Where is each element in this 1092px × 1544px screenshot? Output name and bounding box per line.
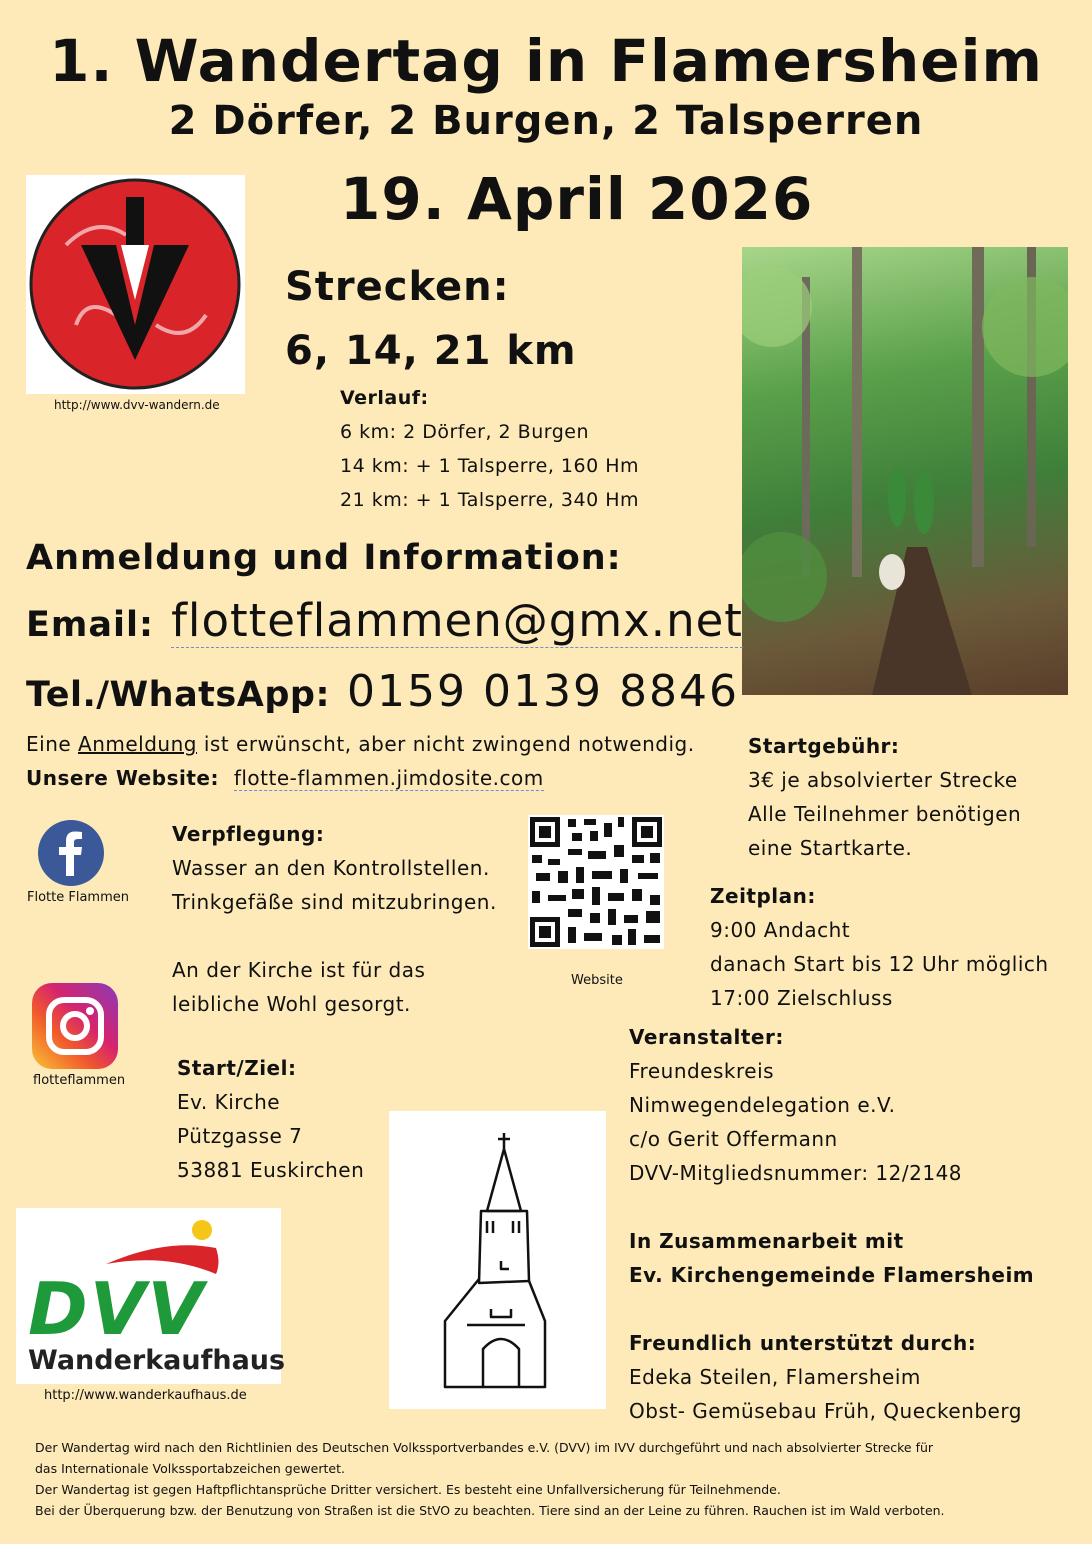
zeitplan-line: 17:00 Zielschluss (710, 986, 893, 1010)
footer-line: Der Wandertag wird nach den Richtlinien des Deutschen Volkssportverbandes e.V. (DVV) im IVV durchgeführt und nach absolvierter Strecke für (35, 1440, 934, 1455)
website-row (26, 761, 544, 795)
website-link[interactable]: flotte-flammen.jimdosite.com (233, 766, 544, 790)
email-label: Email: (26, 605, 154, 645)
verpflegung-line: Trinkgefäße sind mitzubringen. (172, 890, 497, 914)
strecken-distances: 6, 14, 21 km (285, 328, 577, 374)
website-label: Unsere Website: (26, 766, 219, 790)
strecken-label: Strecken: (285, 264, 510, 310)
veranstalter-line: DVV-Mitgliedsnummer: 12/2148 (629, 1161, 963, 1185)
anmeldung-link[interactable]: Anmeldung (78, 732, 197, 756)
verpflegung-line: Wasser an den Kontrollstellen. (172, 856, 490, 880)
phone-label: Tel./WhatsApp: (26, 675, 330, 715)
start-ziel-line: Pützgasse 7 (177, 1124, 303, 1148)
phone-row (26, 666, 739, 717)
startgebuehr-label: Startgebühr: (748, 734, 900, 758)
qr-code[interactable] (528, 815, 664, 949)
ivv-url[interactable]: http://www.dvv-wandern.de (54, 398, 220, 412)
verlauf-line: 6 km: 2 Dörfer, 2 Burgen (340, 421, 590, 443)
instagram-caption: flotteflammen (33, 1073, 126, 1088)
facebook-caption: Flotte Flammen (27, 890, 129, 905)
unterstuetzt-line: Obst- Gemüsebau Früh, Queckenberg (629, 1399, 1022, 1423)
zeitplan-line: danach Start bis 12 Uhr möglich (710, 952, 1049, 976)
startgebuehr-line: eine Startkarte. (748, 836, 913, 860)
note-text: ist erwünscht, aber nicht zwingend notwendig. (196, 732, 695, 756)
qr-code-graphic (528, 815, 664, 949)
ivv-logo (26, 175, 245, 394)
facebook-icon[interactable] (38, 820, 104, 886)
email-row (26, 594, 743, 647)
instagram-camera-glyph (32, 983, 118, 1069)
phone-number[interactable]: 0159 0139 8846 (347, 666, 739, 717)
zusammenarbeit-line: In Zusammenarbeit mit (629, 1229, 904, 1253)
veranstalter-block (629, 1020, 1034, 1428)
page-subtitle: 2 Dörfer, 2 Burgen, 2 Talsperren (168, 98, 924, 144)
start-ziel-line: 53881 Euskirchen (177, 1158, 365, 1182)
contact-heading: Anmeldung und Information: (26, 538, 622, 578)
footer-notes (35, 1437, 945, 1521)
footer-line: Bei der Überquerung bzw. der Benutzung von Straßen ist die StVO zu beachten. Tiere sind an der Leine zu führen. Rauchen ist im Wald verboten. (35, 1503, 945, 1518)
event-date: 19. April 2026 (340, 165, 814, 233)
dvv-sub: Wanderkaufhaus (28, 1345, 286, 1376)
instagram-icon[interactable] (32, 983, 118, 1069)
zeitplan-label: Zeitplan: (710, 884, 816, 908)
dvv-brand: DVV (28, 1267, 206, 1351)
page-title: 1. Wandertag in Flamersheim (49, 27, 1043, 95)
veranstalter-line: Nimwegendelegation e.V. (629, 1093, 896, 1117)
footer-line: das Internationale Volkssportabzeichen gewertet. (35, 1461, 345, 1476)
qr-caption: Website (571, 973, 623, 988)
start-ziel-block (177, 1051, 364, 1187)
forest-photo-graphic (742, 247, 1068, 695)
veranstalter-line: Freundeskreis (629, 1059, 775, 1083)
veranstalter-line: c/o Gerit Offermann (629, 1127, 838, 1151)
verpflegung-line: leibliche Wohl gesorgt. (172, 992, 411, 1016)
verlauf-line: 14 km: + 1 Talsperre, 160 Hm (340, 455, 640, 477)
zeitplan-line: 9:00 Andacht (710, 918, 851, 942)
zeitplan-block (710, 879, 1049, 1015)
start-ziel-line: Ev. Kirche (177, 1090, 281, 1114)
unterstuetzt-line: Edeka Steilen, Flamersheim (629, 1365, 921, 1389)
email-link[interactable]: flotteflammen@gmx.net (171, 594, 743, 647)
registration-note (26, 727, 695, 761)
zusammenarbeit-line: Ev. Kirchengemeinde Flamersheim (629, 1263, 1035, 1287)
ivv-logo-graphic (26, 175, 245, 394)
startgebuehr-line: Alle Teilnehmer benötigen (748, 802, 1022, 826)
unterstuetzt-label: Freundlich unterstützt durch: (629, 1331, 977, 1355)
forest-photo (742, 247, 1068, 695)
dvv-url[interactable]: http://www.wanderkaufhaus.de (44, 1388, 247, 1403)
church-drawing (389, 1111, 606, 1409)
start-ziel-label: Start/Ziel: (177, 1056, 297, 1080)
verlauf-label: Verlauf: (340, 387, 429, 409)
facebook-f-glyph (38, 820, 104, 886)
note-text: Eine (26, 732, 79, 756)
church-sketch (389, 1111, 606, 1409)
startgebuehr-block (748, 729, 1021, 865)
verlauf-block (340, 381, 639, 517)
footer-line: Der Wandertag ist gegen Haftpflichtansprüche Dritter versichert. Es besteht eine Unfallversicherung für Teilnehmende. (35, 1482, 781, 1497)
startgebuehr-line: 3€ je absolvierter Strecke (748, 768, 1018, 792)
dvv-logo (16, 1208, 286, 1384)
verpflegung-label: Verpflegung: (172, 822, 325, 846)
veranstalter-label: Veranstalter: (629, 1025, 784, 1049)
verpflegung-line: An der Kirche ist für das (172, 958, 426, 982)
verpflegung-block (172, 817, 497, 1021)
verlauf-line: 21 km: + 1 Talsperre, 340 Hm (340, 489, 640, 511)
